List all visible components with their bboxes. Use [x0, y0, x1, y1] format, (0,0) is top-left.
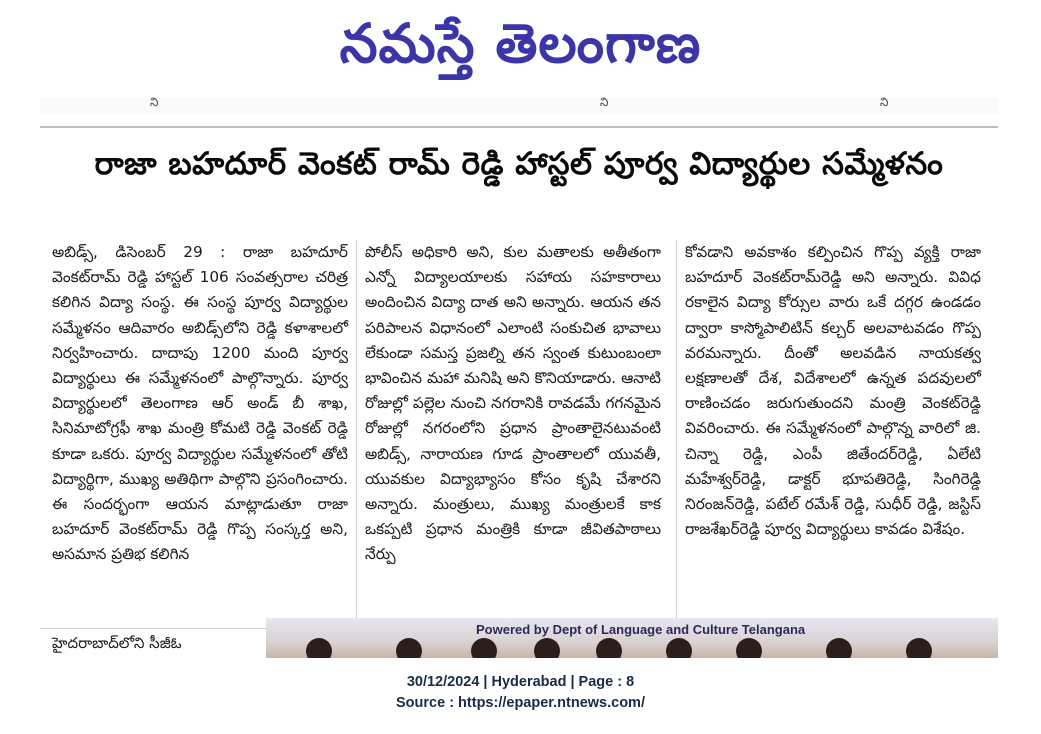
article-column-1: అబిడ్స్, డిసెంబర్ 29 : రాజా బహదూర్ వెంకట్‌రామ్ రెడ్డి హాస్టల్ 106 సంవత్సరాల చరిత్ర కలిగిన విద్యా సంస్థ. ఈ సంస్థ పూర్వ విద్యార్థుల సమ్మేళనం ఆదివారం అబిడ్స్‌లోని రెడ్డి కళాశాలలో నిర్వహించారు. దాదాపు 1200 మంది పూర్వ విద్యార్థులు ఈ సమ్మేళనంలో పాల్గొన్నారు. పూర్వ విద్యార్థులలో తెలంగాణ ఆర్ అండ్ బీ శాఖ, సినిమాటోగ్రఫీ శాఖ మంత్రి కోమటి రెడ్డి వెంకట్ రెడ్డి కూడా ఒకరు. పూర్వ విద్యార్థుల సమ్మేళనంలో తోటి విద్యార్థిగా, ముఖ్య అతిథిగా పాల్గొని ప్రసంగించారు. ఈ సందర్భంగా ఆయన మాట్లాడుతూ రాజా బహదూర్ వెంకట్‌రామ్ రెడ్డి గొప్ప సంస్కర్త అని, అసమాన ప్రతిభ కలిగిన — [52, 243, 348, 564]
footer-source: Source : https://epaper.ntnews.com/ — [396, 695, 645, 711]
strip-fragment-right: ని — [880, 95, 889, 109]
person-silhouette — [306, 638, 332, 658]
person-silhouette — [396, 638, 422, 658]
person-silhouette — [736, 638, 762, 658]
person-silhouette — [596, 638, 622, 658]
next-article-fragment: హైదరాబాద్‌లోని సీజీఓ — [52, 634, 182, 652]
article-headline: రాజా బహదూర్ వెంకట్ రామ్ రెడ్డి హాస్టల్ పూర్వ విద్యార్థుల సమ్మేళనం — [94, 146, 944, 182]
event-photo — [266, 618, 998, 658]
newspaper-masthead: నమస్తే తెలంగాణ — [339, 11, 702, 75]
photo-banner-text: Powered by Dept of Language and Culture Telangana — [476, 622, 806, 637]
strip-fragment-middle: ని — [600, 95, 609, 109]
strip-fragment-left: ని — [150, 95, 159, 109]
column-divider — [356, 240, 357, 622]
person-silhouette — [906, 638, 932, 658]
person-silhouette — [534, 638, 560, 658]
footer-date-edition: 30/12/2024 | Hyderabad | Page : 8 — [406, 674, 635, 690]
person-silhouette — [666, 638, 692, 658]
person-silhouette — [826, 638, 852, 658]
article-column-2: పోలీస్ అధికారి అని, కుల మతాలకు అతీతంగా ఎన్నో విద్యాలయాలకు సహాయ సహకారాలు అందించిన విద్యా దాత అని అన్నారు. ఆయన తన పరిపాలన విధానంలో ఎలాంటి సంకుచిత భావాలు లేకుండా సమస్త ప్రజల్ని తన స్వంత కుటుంబంలా భావించిన మహా మనిషి అని కొనియాడారు. ఆనాటి రోజుల్లో పల్లెల నుంచి నగరానికి రావడమే గగనమైన రోజుల్లో నగరంలోని ప్రధాన ప్రాంతాలైనటువంటి అబిడ్స్, నారాయణ గూడ ప్రాంతాలలో యువతీ, యువకుల విద్యాభ్యాసం కోసం కృషి చేశారని అన్నారు. మంత్రులు, ముఖ్య మంత్రులకే కాక ఒకప్పటి ప్రధాన మంత్రికి కూడా జీవితపాఠాలు నేర్పు — [365, 243, 661, 564]
article-column-3: కోవడాని అవకాశం కల్పించిన గొప్ప వ్యక్తి రాజా బహదూర్ వెంకట్‌రామ్‌రెడ్డి అని అన్నారు. వివిధ రకాలైన విద్యా కోర్సుల వారు ఒకే దగ్గర ఉండడం ద్వారా కాస్మోపాలిటిన్ కల్చర్ అలవాటవడం గొప్ప వరమన్నారు. దీంతో అలవడిన నాయకత్వ లక్షణాలతో దేశ, విదేశాలలో ఉన్నత పదవులలో రాణించడం జరుగుతుందని మంత్రి వెంకట్‌రెడ్డి వివరించారు. ఈ సమ్మేళనంలో పాల్గొన్న వారిలో జి. చిన్నా రెడ్డి, ఎంపీ జితేందర్‌రెడ్డి, ఏలేటి మహేశ్వర్‌రెడ్డి, డాక్టర్ భూపతిరెడ్డి, సింగిరెడ్డి నిరంజన్‌రెడ్డి, పటేల్ రమేశ్ రెడ్డి, సుధీర్ రెడ్డి, జస్టిస్ రాజశేఖర్‌రెడ్డి పూర్వ విద్యార్థులు కావడం విశేషం. — [685, 243, 981, 539]
news-clipping — [40, 95, 998, 658]
top-divider — [40, 126, 998, 128]
column-divider — [676, 240, 677, 622]
previous-article-strip — [40, 95, 998, 114]
person-silhouette — [471, 638, 497, 658]
